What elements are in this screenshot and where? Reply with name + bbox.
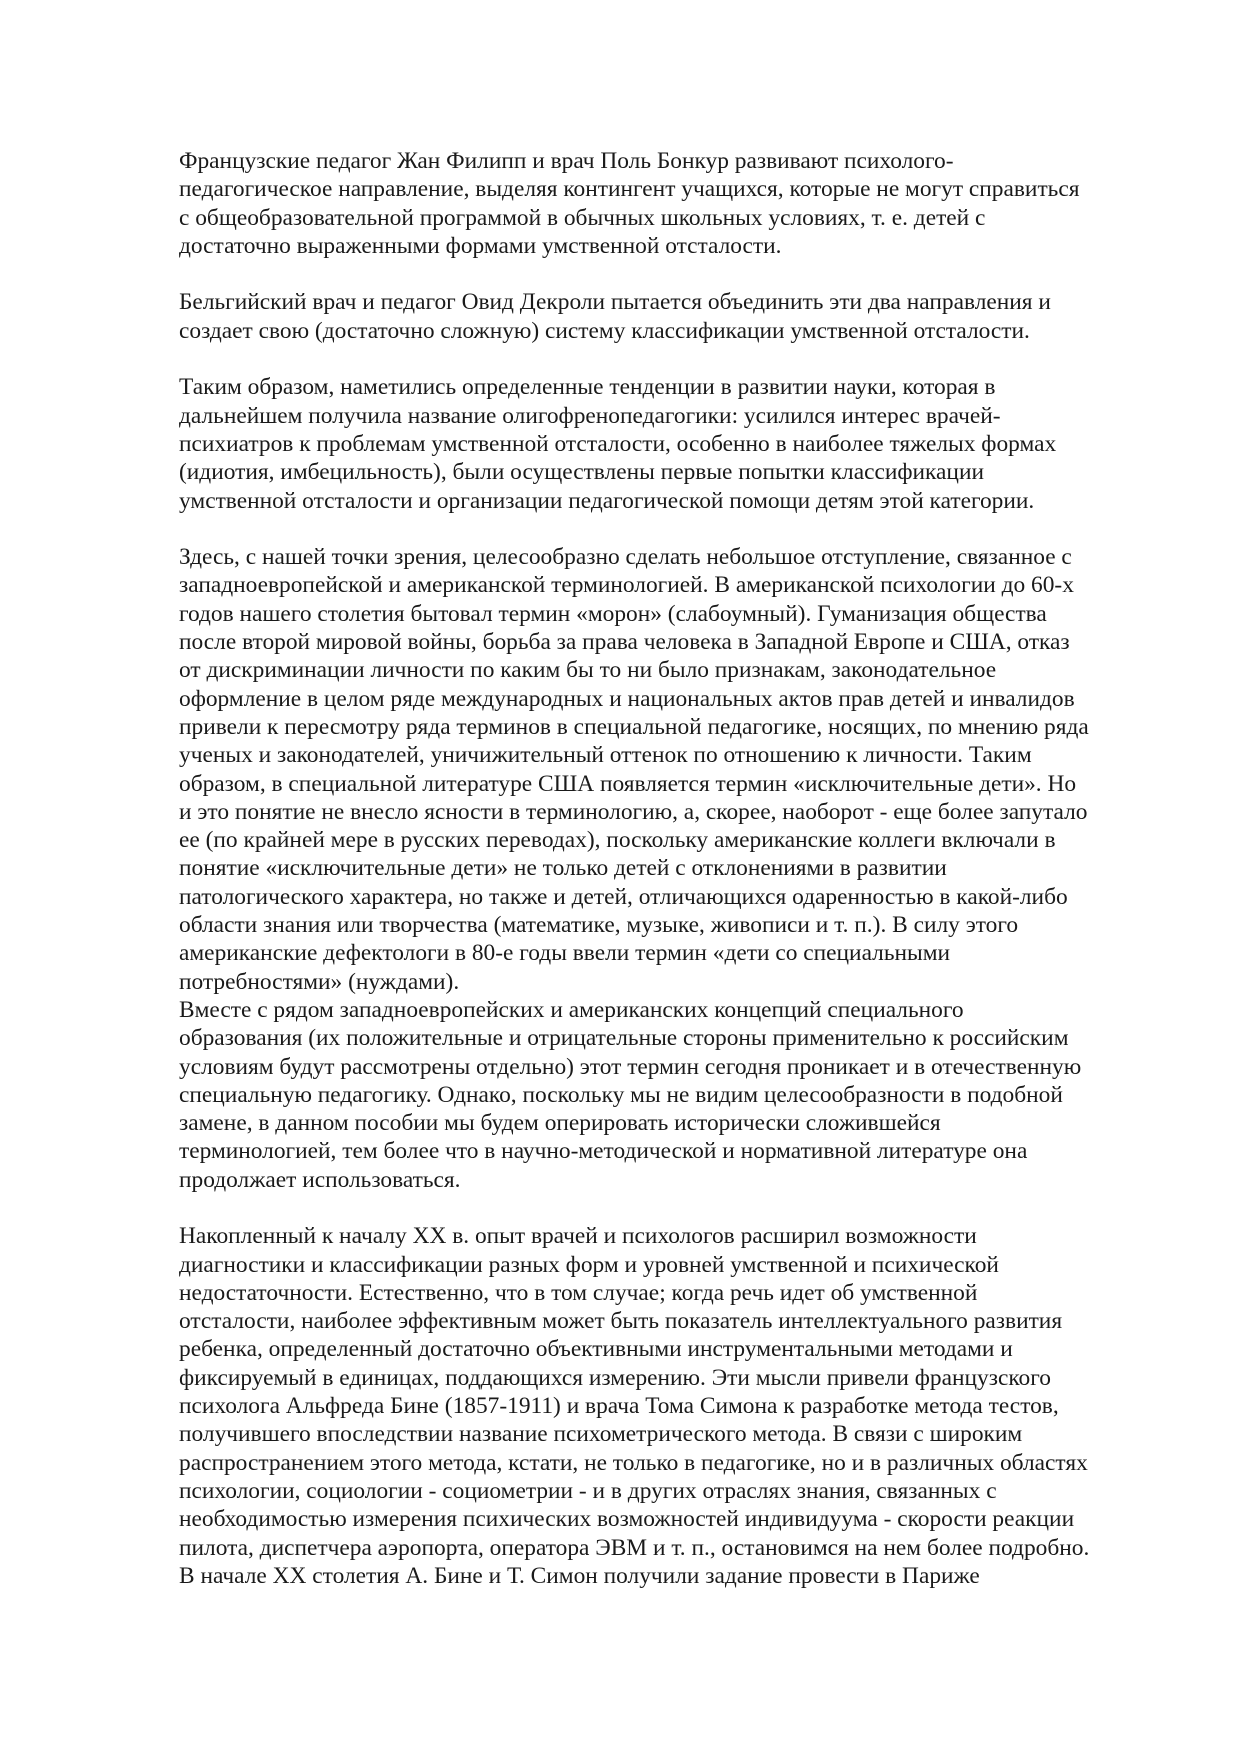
text-line: привели к пересмотру ряда терминов в специальной педагогике, носящих, по мнению ряда	[179, 713, 1089, 740]
text-line: дальнейшем получила название олигофренопедагогики: усилился интерес врачей-	[179, 402, 1001, 429]
text-line: оформление в целом ряде международных и национальных актов прав детей и инвалидов	[179, 685, 1075, 712]
text-line: и это понятие не внесло ясности в терминологию, а, скорее, наоборот - еще более запутало	[179, 798, 1088, 825]
text-line: годов нашего столетия бытовал термин «морон» (слабоумный). Гуманизация общества	[179, 600, 1047, 627]
text-line: Вместе с рядом западноевропейских и американских концепций специального	[179, 996, 964, 1023]
text-line: ученых и законодателей, уничижительный оттенок по отношению к личности. Таким	[179, 742, 1032, 769]
paragraph	[179, 996, 1169, 1194]
text-line: Накопленный к началу XX в. опыт врачей и психологов расширил возможности	[179, 1223, 977, 1250]
text-line: области знания или творчества (математике, музыке, живописи и т. п.). В силу этого	[179, 912, 1019, 939]
text-line: терминологией, тем более что в научно-методической и нормативной литературе она	[179, 1138, 1028, 1165]
paragraph	[179, 373, 1169, 514]
text-line: необходимостью измерения психических возможностей индивидуума - скорости реакции	[179, 1506, 1075, 1533]
paragraph	[179, 147, 1169, 260]
text-line: пилота, диспетчера аэропорта, оператора ЭВМ и т. п., остановимся на нем более подробно.	[179, 1534, 1090, 1561]
text-line: педагогическое направление, выделяя контингент учащихся, которые не могут справиться	[179, 176, 1080, 203]
text-line: от дискриминации личности по каким бы то ни было признакам, законодательное	[179, 657, 997, 684]
text-line: психолога Альфреда Бине (1857-1911) и врача Тома Симона к разработке метода тестов,	[179, 1393, 1059, 1420]
paragraph	[179, 288, 1169, 345]
text-line: психологии, социологии - социометрии - и в других отраслях знания, связанных с	[179, 1477, 997, 1504]
text-line: продолжает использоваться.	[179, 1166, 461, 1193]
document-body	[179, 147, 1169, 1590]
text-line: Бельгийский врач и педагог Овид Декроли пытается объединить эти два направления и	[179, 289, 1051, 316]
text-line: потребностями» (нуждами).	[179, 968, 460, 995]
text-line: специальную педагогику. Однако, поскольку мы не видим целесообразности в подобной	[179, 1081, 1063, 1108]
text-line: В начале XX столетия А. Бине и Т. Симон получили задание провести в Париже	[179, 1562, 980, 1589]
text-line: умственной отсталости и организации педагогической помощи детям этой категории.	[179, 487, 1035, 514]
text-line: получившего впоследствии название психометрического метода. В связи с широким	[179, 1421, 1023, 1448]
text-line: Французские педагог Жан Филипп и врач Поль Бонкур развивают психолого-	[179, 148, 954, 174]
text-line: фиксируемый в единицах, поддающихся измерению. Эти мысли привели французского	[179, 1364, 1051, 1391]
text-line: Здесь, с нашей точки зрения, целесообразно сделать небольшое отступление, связанное с	[179, 544, 1072, 571]
text-line: условиям будут рассмотрены отдельно) этот термин сегодня проникает и в отечественную	[179, 1053, 1082, 1080]
text-line: психиатров к проблемам умственной отсталости, особенно в наиболее тяжелых формах	[179, 430, 1057, 457]
text-line: американские дефектологи в 80-е годы ввели термин «дети со специальными	[179, 940, 951, 967]
text-line: диагностики и классификации разных форм и уровней умственной и психической	[179, 1251, 999, 1278]
text-line: ребенка, определенный достаточно объективными инструментальными методами и	[179, 1336, 1013, 1363]
text-line: ее (по крайней мере в русских переводах), поскольку американские коллеги включали в	[179, 827, 1056, 854]
text-line: (идиотия, имбецильность), были осуществлены первые попытки классификации	[179, 459, 984, 486]
text-line: образования (их положительные и отрицательные стороны применительно к российским	[179, 1025, 1069, 1052]
text-line: замене, в данном пособии мы будем оперировать исторически сложившейся	[179, 1110, 941, 1137]
text-line: образом, в специальной литературе США появляется термин «исключительные дети». Но	[179, 770, 1077, 797]
text-line: отсталости, наиболее эффективным может быть показатель интеллектуального развития	[179, 1308, 1063, 1335]
text-line: патологического характера, но также и детей, отличающихся одаренностью в какой-либо	[179, 883, 1068, 910]
paragraph	[179, 543, 1169, 996]
text-line: западноевропейской и американской терминологией. В американской психологии до 60-х	[179, 572, 1074, 599]
text-line: создает свою (достаточно сложную) систему классификации умственной отсталости.	[179, 317, 1030, 344]
text-line: недостаточности. Естественно, что в том случае; когда речь идет об умственной	[179, 1279, 978, 1306]
paragraph	[179, 1222, 1169, 1590]
text-line: достаточно выраженными формами умственной отсталости.	[179, 232, 782, 259]
text-line: после второй мировой войны, борьба за права человека в Западной Европе и США, отказ	[179, 629, 1070, 656]
text-line: понятие «исключительные дети» не только детей с отклонениями в развитии	[179, 855, 947, 882]
text-line: с общеобразовательной программой в обычных школьных условиях, т. е. детей с	[179, 204, 986, 231]
text-line: Таким образом, наметились определенные тенденции в развитии науки, которая в	[179, 374, 996, 401]
text-line: распространением этого метода, кстати, не только в педагогике, но и в различных областях	[179, 1449, 1088, 1476]
